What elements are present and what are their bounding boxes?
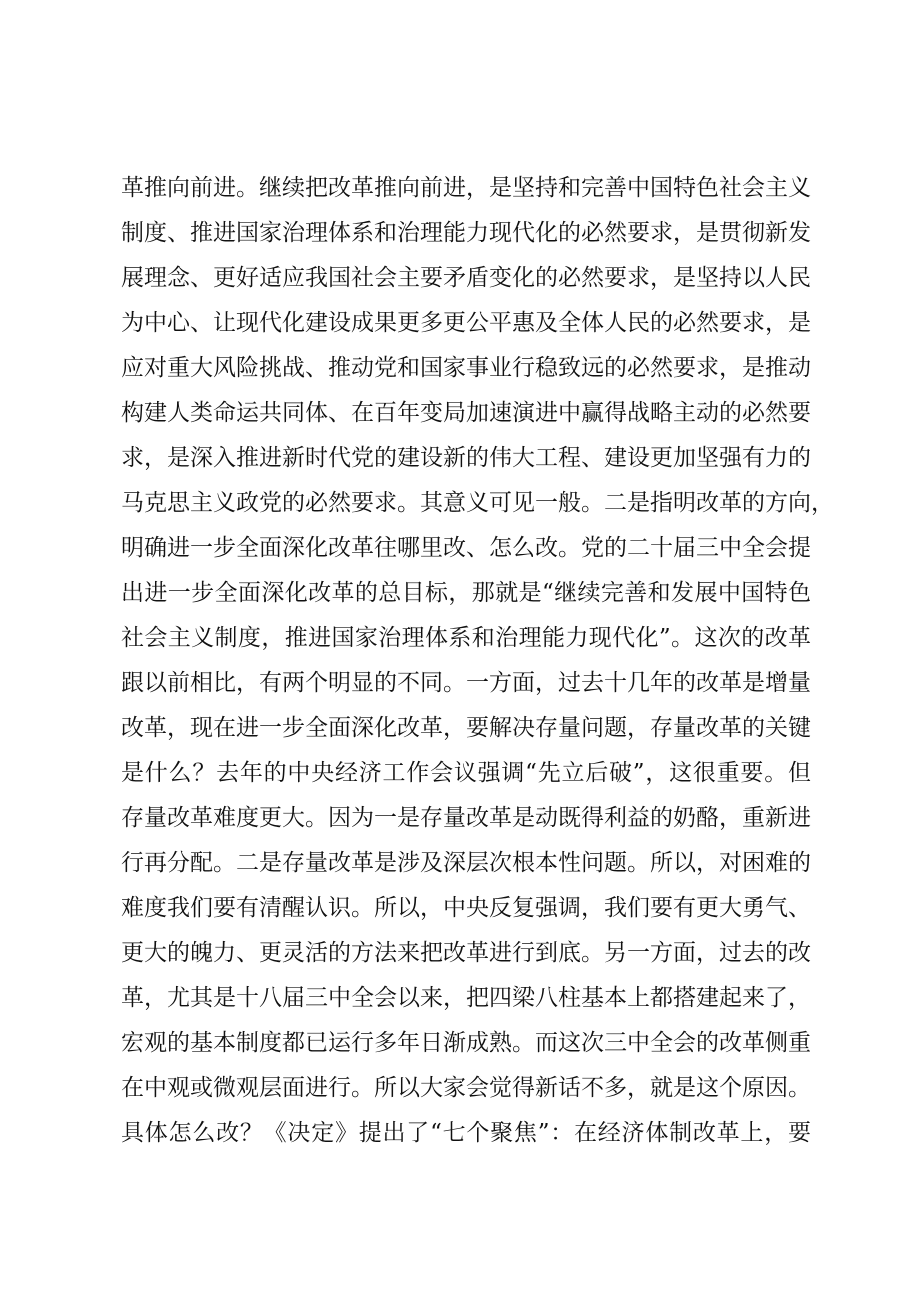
text-line: 是什么？去年的中央经济工作会议强调“先立后破”，这很重要。但: [121, 760, 811, 786]
text-line: 跟以前相比，有两个明显的不同。一方面，过去十几年的改革是增量: [121, 670, 811, 696]
text-line: 出进一步全面深化改革的总目标，那就是“继续完善和发展中国特色: [121, 580, 811, 606]
text-line: 革，尤其是十八届三中全会以来，把四梁八柱基本上都搭建起来了，: [121, 985, 811, 1011]
body-paragraph: [121, 166, 834, 1156]
text-line: 更大的魄力、更灵活的方法来把改革进行到底。另一方面，过去的改: [121, 940, 811, 966]
text-line: 难度我们要有清醒认识。所以，中央反复强调，我们要有更大勇气、: [121, 895, 811, 921]
text-line: 行再分配。二是存量改革是涉及深层次根本性问题。所以，对困难的: [121, 850, 811, 876]
text-line: 具体怎么改？《决定》提出了“七个聚焦”：在经济体制改革上，要: [121, 1120, 811, 1146]
text-line: 应对重大风险挑战、推动党和国家事业行稳致远的必然要求，是推动: [121, 355, 811, 381]
text-line: 马克思主义政党的必然要求。其意义可见一般。二是指明改革的方向，: [121, 490, 834, 516]
text-line: 为中心、让现代化建设成果更多更公平惠及全体人民的必然要求，是: [121, 310, 811, 336]
text-line: 社会主义制度，推进国家治理体系和治理能力现代化”。这次的改革: [121, 625, 811, 651]
text-line: 制度、推进国家治理体系和治理能力现代化的必然要求，是贯彻新发: [121, 220, 811, 246]
text-line: 在中观或微观层面进行。所以大家会觉得新话不多，就是这个原因。: [121, 1075, 811, 1101]
text-line: 明确进一步全面深化改革往哪里改、怎么改。党的二十届三中全会提: [121, 535, 811, 561]
text-line: 构建人类命运共同体、在百年变局加速演进中赢得战略主动的必然要: [121, 400, 811, 426]
text-line: 宏观的基本制度都已运行多年日渐成熟。而这次三中全会的改革侧重: [121, 1030, 811, 1056]
text-line: 展理念、更好适应我国社会主要矛盾变化的必然要求，是坚持以人民: [121, 265, 811, 291]
text-line: 求，是深入推进新时代党的建设新的伟大工程、建设更加坚强有力的: [121, 445, 811, 471]
text-line: 革推向前进。继续把改革推向前进，是坚持和完善中国特色社会主义: [121, 175, 811, 201]
text-line: 改革，现在进一步全面深化改革，要解决存量问题，存量改革的关键: [121, 715, 811, 741]
text-line: 存量改革难度更大。因为一是存量改革是动既得利益的奶酪，重新进: [121, 805, 811, 831]
